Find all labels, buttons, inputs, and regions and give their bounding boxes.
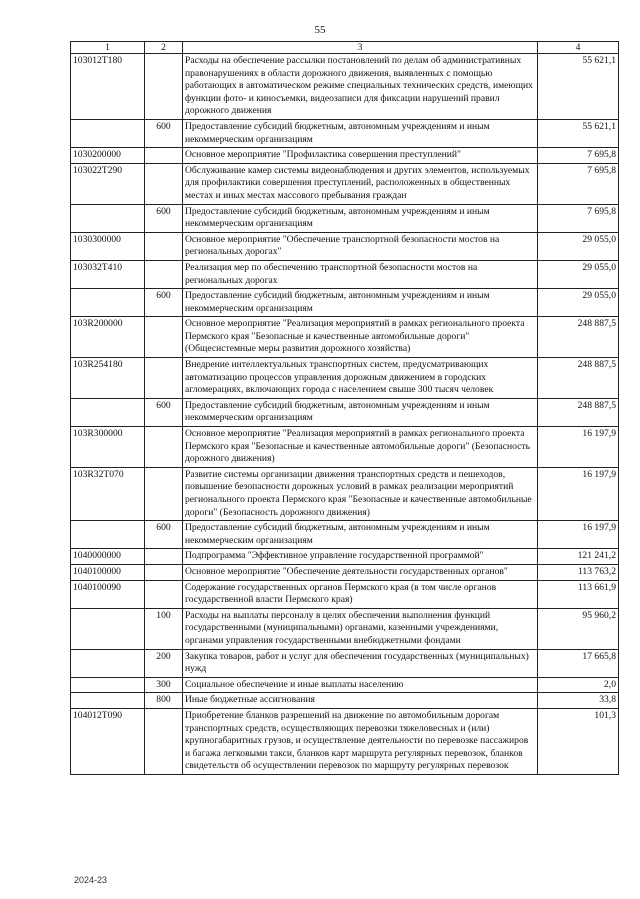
table-row xyxy=(71,693,619,709)
header-col-3: 3 xyxy=(183,42,538,54)
table-row xyxy=(71,521,619,549)
row-name: Закупка товаров, работ и услуг для обеспечения государственных (муниципальных) нужд xyxy=(183,649,538,677)
table-row xyxy=(71,467,619,520)
row-kvr xyxy=(145,163,183,204)
row-kvr: 600 xyxy=(145,521,183,549)
row-code: 103R254180 xyxy=(71,358,145,399)
table-row xyxy=(71,564,619,580)
row-name: Основное мероприятие "Обеспечение деятельности государственных органов" xyxy=(183,564,538,580)
row-code xyxy=(71,608,145,649)
row-kvr xyxy=(145,580,183,608)
table-row xyxy=(71,148,619,164)
row-sum: 101,3 xyxy=(538,708,619,774)
table-row xyxy=(71,232,619,260)
row-name: Развитие системы организации движения транспортных средств и пешеходов, повышение безопасности дорожных условий в рамках реализации мероприятий регионального проекта Пермского края "Безопасные и качественные автомобильные дороги" (Безопасность дорожного движения) xyxy=(183,467,538,520)
row-sum: 121 241,2 xyxy=(538,549,619,565)
row-code xyxy=(71,649,145,677)
table-row xyxy=(71,608,619,649)
row-code: 1030300000 xyxy=(71,232,145,260)
row-name: Основное мероприятие "Реализация мероприятий в рамках регионального проекта Пермского края "Безопасные и качественные автомобильные дороги" (Общесистемные меры развития дорожного хозяйства) xyxy=(183,317,538,358)
row-sum: 2,0 xyxy=(538,677,619,693)
row-name: Основное мероприятие "Обеспечение транспортной безопасности мостов на региональных дорогах" xyxy=(183,232,538,260)
row-name: Предоставление субсидий бюджетным, автономным учреждениям и иным некоммерческим организациям xyxy=(183,289,538,317)
row-sum: 16 197,9 xyxy=(538,427,619,468)
row-code: 103012Т180 xyxy=(71,54,145,120)
row-code xyxy=(71,693,145,709)
row-name: Приобретение бланков разрешений на движение по автомобильным дорогам транспортных средств, осуществляющих перевозки тяжеловесных и (или) крупногабаритных грузов, и осуществление деятельности по перевозке пассажиров и багажа легковыми такси, бланков карт маршрута регулярных перевозок, бланков свидетельств об осуществлении перевозок по маршруту регулярных перевозок xyxy=(183,708,538,774)
row-kvr xyxy=(145,549,183,565)
row-kvr: 100 xyxy=(145,608,183,649)
row-sum: 55 621,1 xyxy=(538,119,619,147)
row-code: 1040100000 xyxy=(71,564,145,580)
row-kvr xyxy=(145,708,183,774)
row-sum: 16 197,9 xyxy=(538,521,619,549)
table-header-row xyxy=(71,42,619,54)
row-code xyxy=(71,204,145,232)
row-sum: 55 621,1 xyxy=(538,54,619,120)
row-sum: 7 695,8 xyxy=(538,163,619,204)
table-row xyxy=(71,358,619,399)
table-row xyxy=(71,649,619,677)
row-name: Содержание государственных органов Пермского края (в том числе органов государственной власти Пермского края) xyxy=(183,580,538,608)
table-row xyxy=(71,119,619,147)
row-kvr: 600 xyxy=(145,289,183,317)
table-row xyxy=(71,549,619,565)
page-number: 55 xyxy=(314,24,326,36)
row-name: Предоставление субсидий бюджетным, автономным учреждениям и иным некоммерческим организациям xyxy=(183,398,538,426)
row-sum: 29 055,0 xyxy=(538,260,619,288)
row-name: Предоставление субсидий бюджетным, автономным учреждениям и иным некоммерческим организациям xyxy=(183,204,538,232)
row-code: 103R32Т070 xyxy=(71,467,145,520)
row-code xyxy=(71,289,145,317)
row-kvr xyxy=(145,467,183,520)
row-kvr xyxy=(145,317,183,358)
row-kvr: 600 xyxy=(145,119,183,147)
row-code: 103022Т290 xyxy=(71,163,145,204)
row-name: Реализация мер по обеспечению транспортной безопасности мостов на региональных дорогах xyxy=(183,260,538,288)
table-row xyxy=(71,580,619,608)
row-code xyxy=(71,521,145,549)
table-row xyxy=(71,54,619,120)
row-kvr xyxy=(145,358,183,399)
row-code: 1040000000 xyxy=(71,549,145,565)
row-kvr: 600 xyxy=(145,398,183,426)
row-sum: 113 763,2 xyxy=(538,564,619,580)
row-kvr xyxy=(145,260,183,288)
row-kvr: 600 xyxy=(145,204,183,232)
row-sum: 17 665,8 xyxy=(538,649,619,677)
row-sum: 16 197,9 xyxy=(538,467,619,520)
header-col-1: 1 xyxy=(71,42,145,54)
budget-table xyxy=(70,41,619,775)
row-name: Предоставление субсидий бюджетным, автономным учреждениям и иным некоммерческим организациям xyxy=(183,521,538,549)
row-sum: 248 887,5 xyxy=(538,317,619,358)
row-code: 103032Т410 xyxy=(71,260,145,288)
row-name: Внедрение интеллектуальных транспортных систем, предусматривающих автоматизацию процессов управления дорожным движением в городских агломерациях, включающих города с населением свыше 300 тысяч человек xyxy=(183,358,538,399)
table-row xyxy=(71,708,619,774)
row-kvr: 200 xyxy=(145,649,183,677)
row-sum: 33,8 xyxy=(538,693,619,709)
table-row xyxy=(71,204,619,232)
header-col-2: 2 xyxy=(145,42,183,54)
table-row xyxy=(71,163,619,204)
row-code xyxy=(71,677,145,693)
header-col-4: 4 xyxy=(538,42,619,54)
row-code: 104012Т090 xyxy=(71,708,145,774)
row-code xyxy=(71,398,145,426)
row-code: 1030200000 xyxy=(71,148,145,164)
row-code: 1040100090 xyxy=(71,580,145,608)
row-kvr: 300 xyxy=(145,677,183,693)
table-row xyxy=(71,677,619,693)
row-name: Социальное обеспечение и иные выплаты населению xyxy=(183,677,538,693)
row-sum: 113 661,9 xyxy=(538,580,619,608)
row-name: Расходы на выплаты персоналу в целях обеспечения выполнения функций государственными (муниципальными) органами, казенными учреждениями, органами управления государственными внебюджетными фондами xyxy=(183,608,538,649)
row-name: Подпрограмма "Эффективное управление государственной программой" xyxy=(183,549,538,565)
row-name: Расходы на обеспечение рассылки постановлений по делам об административных правонарушениях в области дорожного движения, выявленных с помощью работающих в автоматическом режиме специальных технических средств, имеющих функции фото- и киносъемки, видеозаписи для фиксации нарушений правил дорожного движения xyxy=(183,54,538,120)
row-code: 103R200000 xyxy=(71,317,145,358)
table-row xyxy=(71,427,619,468)
table-row xyxy=(71,398,619,426)
row-sum: 248 887,5 xyxy=(538,358,619,399)
table-row xyxy=(71,317,619,358)
row-kvr xyxy=(145,54,183,120)
row-kvr xyxy=(145,148,183,164)
row-name: Предоставление субсидий бюджетным, автономным учреждениям и иным некоммерческим организациям xyxy=(183,119,538,147)
table-row xyxy=(71,289,619,317)
row-sum: 29 055,0 xyxy=(538,289,619,317)
row-kvr xyxy=(145,427,183,468)
row-kvr xyxy=(145,232,183,260)
row-sum: 7 695,8 xyxy=(538,148,619,164)
footer-document-code: 2024-23 xyxy=(74,875,108,885)
row-kvr: 800 xyxy=(145,693,183,709)
row-sum: 7 695,8 xyxy=(538,204,619,232)
row-name: Основное мероприятие "Профилактика совершения преступлений" xyxy=(183,148,538,164)
row-sum: 95 960,2 xyxy=(538,608,619,649)
row-name: Обслуживание камер системы видеонаблюдения и других элементов, используемых для профилактики совершения преступлений, расположенных в общественных местах и иных местах массового пребывания граждан xyxy=(183,163,538,204)
row-sum: 29 055,0 xyxy=(538,232,619,260)
row-kvr xyxy=(145,564,183,580)
row-name: Иные бюджетные ассигнования xyxy=(183,693,538,709)
table-row xyxy=(71,260,619,288)
row-code: 103R300000 xyxy=(71,427,145,468)
row-code xyxy=(71,119,145,147)
row-name: Основное мероприятие "Реализация мероприятий в рамках регионального проекта Пермского края "Безопасные и качественные автомобильные дороги" (Безопасность дорожного движения) xyxy=(183,427,538,468)
row-sum: 248 887,5 xyxy=(538,398,619,426)
